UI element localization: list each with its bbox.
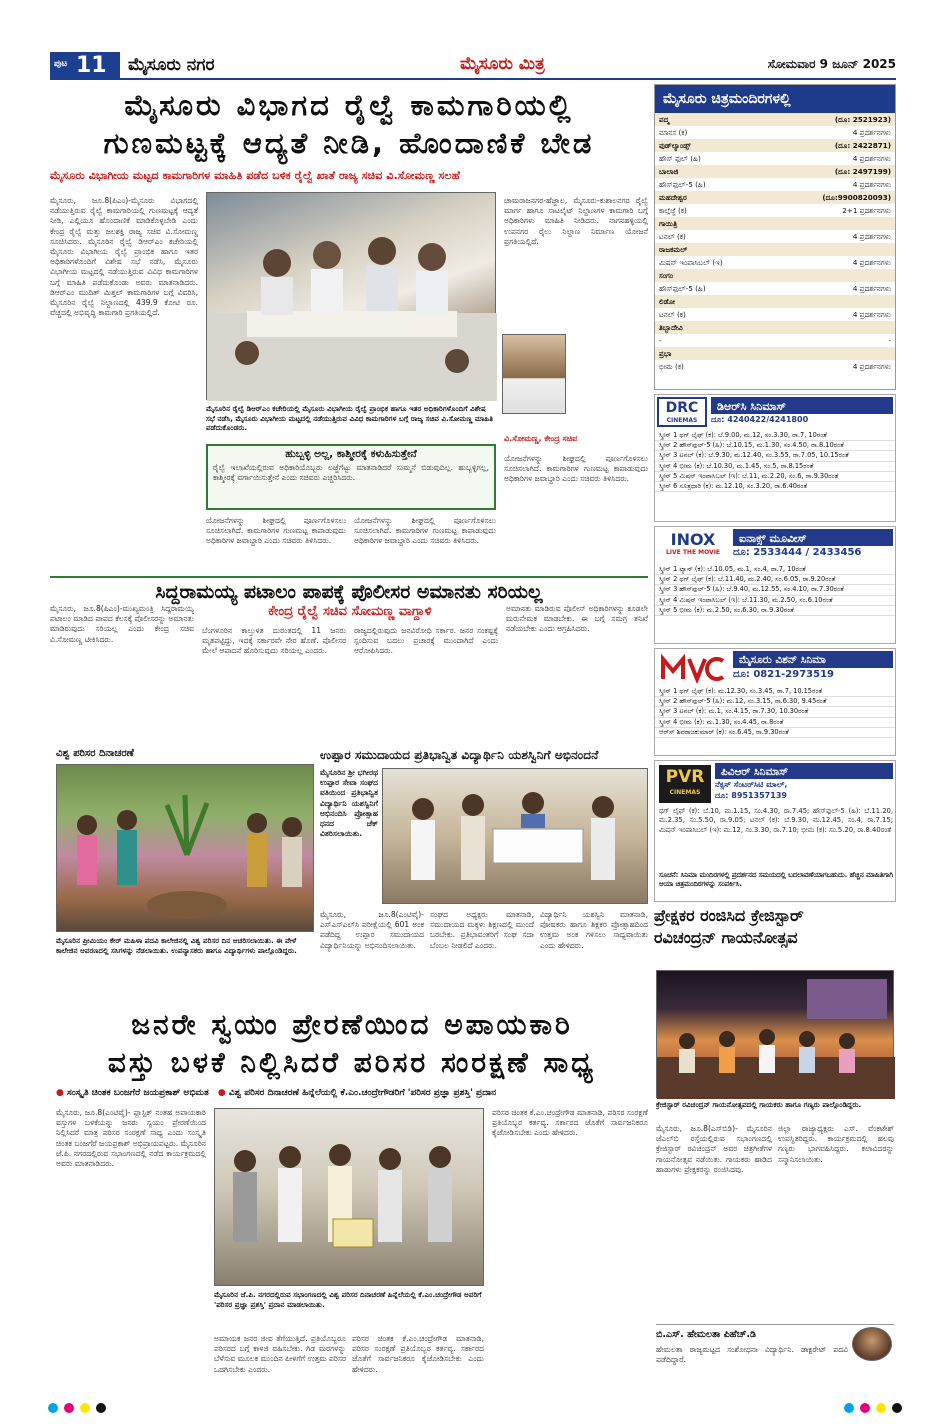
minister-portrait [502, 334, 566, 414]
ravichandran-caption: ಕ್ರೇಜಿಸ್ಟಾರ್ ರವಿಚಂದ್ರನ್ ಗಾಯನೋತ್ಸವದಲ್ಲಿ ಗಾಯಕರು ಹಾಗೂ ಗಣ್ಯರು ಪಾಲ್ಗೊಂಡಿದ್ದರು. [656, 1100, 862, 1109]
lead-subhead: ಮೈಸೂರು ವಿಭಾಗೀಯ ಮಟ್ಟದ ಕಾಮಗಾರಿಗಳ ಮಾಹಿತಿ ಪಡೆದ ಬಳಿಕ ರೈಲ್ವೆ ಖಾತೆ ರಾಜ್ಯ ಸಚಿವ ವಿ.ಸೋಮಣ್ಣ ಸಲಹೆ [50, 169, 460, 182]
inox-phone-label: ದೂ: [733, 547, 750, 558]
lead-col-right: ಚಾಮರಾಜನಗರ-ಹೆಜ್ಜಾಲ, ಮೈಸೂರು-ಕುಶಾಲನಗರ ರೈಲ್ವೆ ಮಾರ್ಗ ಹಾಗೂ ಸಾಟಲೈಟ್ ನಿಲ್ದಾಣಗಳ ಕಾಮಗಾರಿ ಬಗ್ಗೆ ಅಧಿಕಾರಿಗಳು ಮಾಹಿತಿ ನೀಡಿದರು. ನಾಗನಹಳ್ಳಿಯಲ್ಲಿ ಉಪನಗರ ರೈಲು ನಿಲ್ದಾಣ ನಿರ್ಮಾಣ ಯೋಜನೆ ಪ್ರಗತಿಯಲ್ಲಿದೆ. [504, 196, 648, 246]
pvr-showtimes: ಥಗ್ ಲೈಫ್ (ಕ): ಬೆ.10, ಮ.1.15, ಸಂ.4.30, ರಾ.7.45; ಹೌಸ್‌ಫುಲ್-5 (ಹಿ): ಬೆ.11.20, ಮ.2.35, ಸಂ.5.50, ರಾ.9.05; ಟನಲ್ (ಕ): ಬೆ.9.30, ಮ.12.45, ಸಂ.4, ರಾ.7.15; ಮಿಷನ್ ಇಂಪಾಸಿಬಲ್ (ಇ): ಮ.12, ಸಂ.3.30, ರಾ.7.10; ಭೀಮ (ಕ): ಸಂ.5.20, ರಾ.8.40ರಂತೆ [659, 807, 893, 834]
inox-showtime-line: ಸ್ಕ್ರೀನ್ 5 ಭೀಮ (ಕ): ಮ.2.50, ಸಂ.6.30, ರಾ.9.30ರಂತೆ [655, 606, 895, 616]
bottom-col-1: ಮೈಸೂರು, ಜೂ.8(ಎಂಟಿವೈ)- ಪ್ಲಾಸ್ಟಿಕ್ ನಂತಹ ಅಪಾಯಕಾರಿ ವಸ್ತುಗಳ ಬಳಕೆಯನ್ನು ಜನರು ಸ್ವಯಂ ಪ್ರೇರಣೆಯಿಂದ ನಿಲ್ಲಿಸಿದರೆ ಮಾತ್ರ ಪರಿಸರ ಸಂರಕ್ಷಣೆ ಸಾಧ್ಯ ಎಂದು ಸಂಸ್ಕೃತಿ ಚಿಂತಕ ಬಂಜಗೆರೆ ಜಯಪ್ರಕಾಶ್ ಅಭಿಪ್ರಾಯಪಟ್ಟರು. ಮೈಸೂರಿನ ಜೆ.ಪಿ. ನಗರದಲ್ಲಿರುವ ಸಭಾಂಗಣದಲ್ಲಿ ನಡೆದ ಕಾರ್ಯಕ್ರಮದಲ್ಲಿ ಅವರು ಮಾತನಾಡಿದರು. [56, 1108, 206, 1169]
drc-showtimes [655, 431, 895, 521]
theatre-row [655, 191, 895, 204]
ravichandran-headline-2: ರವಿಚಂದ್ರನ್ ಗಾಯನೋತ್ಸವ [654, 928, 798, 947]
inox-cinemas [654, 526, 896, 644]
mvc-showtime-line: ಸ್ಕ್ರೀನ್ 3 ಟನಲ್ (ಕ): ಮ.1, ಸಂ.4.15, ರಾ.7.30, 10.30ರಂತೆ [655, 707, 895, 717]
byline-avatar [852, 1327, 892, 1361]
issue-date: ಸೋಮವಾರ 9 ಜೂನ್ 2025 [767, 57, 896, 71]
theatre-row-name: ಮಾನಸ (ಕ) [659, 128, 688, 137]
mvc-phone-number: 0821-2973519 [753, 669, 835, 680]
theatre-row-name: ವುಡ್‌ಲ್ಯಾಂಡ್ಸ್ [659, 141, 691, 150]
registration-dot [80, 1403, 90, 1413]
theatre-row [655, 217, 895, 230]
theatre-row-detail: (ದೂ: 2422871) [834, 141, 891, 150]
drc-showtime-line: ಸ್ಕ್ರೀನ್ 5 ಮಿಷನ್ ಇಂಪಾಸಿಬಲ್ (ಇ): ಬೆ.11, ಮ.2.20, ಸಂ.6, ರಾ.9.30ರಂತೆ [655, 472, 895, 482]
bottom-col-3: ಪರಿಸರ ಚಿಂತಕ ಕೆ.ಎಂ.ಚಂದ್ರೇಗೌಡ ಮಾತನಾಡಿ, ಪರಿಸರ ಸಂರಕ್ಷಣೆ ಪ್ರತಿಯೊಬ್ಬರ ಕರ್ತವ್ಯ. ಸರ್ಕಾರದ ಜೊತೆಗೆ ಸಾರ್ವಜನಿಕರೂ ಕೈಜೋಡಿಸಬೇಕು ಎಂದು ಹೇಳಿದರು. [352, 1334, 484, 1374]
theatre-row-detail: 4 ಪ್ರದರ್ಶನಗಳು [852, 128, 891, 137]
mvc-showtime-line: ಆರ್‌ಸ್ ಶಿವರಾಜಕುಮಾರ್ (ಕ): ಸಂ.6.45, ರಾ.9.30ರಂತೆ [655, 728, 895, 738]
pvr-cinemas [654, 760, 896, 902]
lead-headline-1: ಮೈಸೂರು ವಿಭಾಗದ ರೈಲ್ವೆ ಕಾಮಗಾರಿಯಲ್ಲಿ [124, 88, 574, 122]
registration-dot [876, 1403, 886, 1413]
registration-dot [48, 1403, 58, 1413]
mvc-title: ಮೈಸೂರು ವಿಶನ್ ಸಿನಿಮಾ [733, 651, 893, 668]
ravichandran-col-1: ಮೈಸೂರು, ಜೂ.8(ಎಸ್‌ಬಿಡಿ)- ಮೈಸೂರಿನ ಜೆಎಲ್‌ಬಿ ರಸ್ತೆಯಲ್ಲಿರುವ ಸಭಾಂಗಣದಲ್ಲಿ ಕ್ರೇಜಿಸ್ಟಾರ್ ರವಿಚಂದ್ರನ್ ಅವರ ಚಿತ್ರಗೀತೆಗಳ ಗಾಯನೋತ್ಸವ ನಡೆಯಿತು. ಗಾಯಕರು ಹಾಡಿದ ಹಾಡುಗಳು ಪ್ರೇಕ್ಷಕರನ್ನು ರಂಜಿಸಿದವು. [656, 1124, 772, 1174]
mvc-logo-graphic [659, 653, 729, 683]
pvr-phone-label: ದೂ: [715, 791, 729, 800]
award-ceremony-graphic [215, 1109, 485, 1287]
pvr-subtitle: ನೆಕ್ಸಸ್ ಸೆಂಟರ್‌ಸಿಟಿ ಮಾಲ್, [715, 780, 788, 789]
theatre-row-name: ಸಂಗಂ [659, 271, 674, 280]
siddaramaiah-col-1: ಮೈಸೂರು, ಜೂ.8(ಪಿಎಂ)-ಮುಖ್ಯಮಂತ್ರಿ ಸಿದ್ದರಾಮಯ್ಯ ಪಟಾಲಂ ಮಾಡಿದ ಪಾಪದ ಕೆಲಸಕ್ಕೆ ಪೊಲೀಸರನ್ನು ಅಮಾನತು ಮಾಡಿರುವುದು ಸರಿಯಲ್ಲ ಎಂದು ಕೇಂದ್ರ ಸಚಿವ ವಿ.ಸೋಮಣ್ಣ ಟೀಕಿಸಿದರು. [50, 604, 194, 644]
theatre-row-detail: 4 ಪ್ರದರ್ಶನಗಳು [852, 310, 891, 319]
quote-attribution: ವಿ.ಸೋಮಣ್ಣ, ಕೇಂದ್ರ ಸಚಿವ [504, 434, 578, 443]
ravichandran-story [654, 906, 896, 1384]
inox-showtime-line: ಸ್ಕ್ರೀನ್ 4 ಮಿಷನ್ ಇಂಪಾಸಿಬಲ್ (ಇ): ಬೆ.11.30, ಮ.2.50, ಸಂ.6.10ರಂತೆ [655, 596, 895, 606]
drc-logo-text: DRC [665, 400, 699, 416]
lead-box [206, 444, 496, 510]
drc-showtime-line: ಸ್ಕ್ರೀನ್ 3 ಟನಲ್ (ಕ): ಬೆ.9.30, ಮ.12.40, ಸಂ.3.55, ರಾ.7.05, 10.15ರಂತೆ [655, 451, 895, 461]
theatre-row-name: ಭೀಮ (ಕ) [659, 362, 684, 371]
registration-dot [844, 1403, 854, 1413]
pvr-logo-sub: CINEMAS [669, 789, 701, 796]
theatre-row-name: ಹೌಸ್ ಫುಲ್ (ಹಿ) [659, 154, 701, 163]
theatre-row [655, 152, 895, 165]
siddaramaiah-headline: ಸಿದ್ದರಾಮಯ್ಯ ಪಟಾಲಂ ಪಾಪಕ್ಕೆ ಪೊಲೀಸರ ಅಮಾನತು ಸರಿಯಲ್ಲ [155, 581, 543, 603]
environment-day-block [56, 748, 314, 998]
bullet-icon: ● [217, 1088, 226, 1098]
theatre-row-name: ಕಾಲ್ಗೆಜ್ಜೆ (ಕ) [659, 206, 687, 215]
uppara-headline: ಉಪ್ಪಾರ ಸಮುದಾಯದ ಪ್ರತಿಭಾನ್ವಿತ ವಿದ್ಯಾರ್ಥಿನಿ ಯಶಸ್ವಿನಿಗೆ ಅಭಿನಂದನೆ [320, 748, 599, 762]
lead-box-text: ರೈಲ್ವೆ ಇಲಾಖೆಯಲ್ಲಿರುವ ಅಧಿಕಾರಿಯೊಬ್ಬರು ಲಜ್ಜೆಗೆಟ್ಟು ಮಾತನಾಡಿದರೆ ಸುಮ್ಮನೆ ಬಿಡುವುದಿಲ್ಲ. ಹುಬ್ಬಳ್ಳಿಗಲ್ಲ, ಕಾಶ್ಮೀರಕ್ಕೆ ವರ್ಗಾಯಿಸುತ್ತೇನೆ ಎಂದು ಸಚಿವರು ಎಚ್ಚರಿಸಿದರು. [213, 463, 489, 483]
theatre-row-detail: 4 ಪ್ರದರ್ಶನಗಳು [852, 232, 891, 241]
theatre-row-name: ಮಿಷನ್ ಇಂಪಾಸಿಬಲ್ (ಇ) [659, 258, 723, 267]
inox-showtime-line: ಸ್ಕ್ರೀನ್ 3 ಹೌಸ್‌ಫುಲ್-5 (ಹಿ): ಬೆ.9.40, ಮ.12.55, ಸಂ.4.10, ರಾ.7.30ರಂತೆ [655, 585, 895, 595]
theatre-row [655, 243, 895, 256]
mvc-showtime-line: ಸ್ಕ್ರೀನ್ 4 ಭೀಮ (ಕ): ಮ.1.30, ಸಂ.4.45, ರಾ.8ರಂತೆ [655, 718, 895, 728]
theatre-row-name: ಹೌಸ್‌ಫುಲ್-5 (ಹಿ) [659, 284, 706, 293]
siddaramaiah-col-3: ರಾಜ್ಯದಲ್ಲಿರುವುದು ಜನವಿರೋಧಿ ಸರ್ಕಾರ. ಜನರ ಸಂಕಷ್ಟಕ್ಕೆ ಸ್ಪಂದಿಸುವ ಬದಲು ಪ್ರಚಾರಕ್ಕೆ ಮುಂದಾಗಿದೆ ಎಂದು ಆರೋಪಿಸಿದರು. [354, 626, 498, 656]
drc-title: ಡಿಆರ್‌ಸಿ ಸಿನಿಮಾಸ್ [711, 397, 893, 414]
drc-showtime-line: ಸ್ಕ್ರೀನ್ 6 ಸೂತ್ರಧಾರಿ (ಕ): ಮ.12.10, ಸಂ.3.20, ರಾ.6.40ರಂತೆ [655, 482, 895, 492]
mvc-phone [733, 669, 893, 683]
pvr-title: ಪಿವಿಆರ್ ಸಿನಿಮಾಸ್ [715, 763, 893, 779]
bottom-headline-2: ವಸ್ತು ಬಳಕೆ ನಿಲ್ಲಿಸಿದರೆ ಪರಿಸರ ಸಂರಕ್ಷಣೆ ಸಾಧ್ಯ [107, 1046, 597, 1079]
mvc-showtime-line: ಸ್ಕ್ರೀನ್ 1 ಥಗ್ ಲೈಫ್ (ಕ): ಮ.12.30, ಸಂ.3.45, ರಾ.7, 10.15ರಂತೆ [655, 687, 895, 697]
bottom-headline-1: ಜನರೇ ಸ್ವಯಂ ಪ್ರೇರಣೆಯಿಂದ ಅಪಾಯಕಾರಿ [131, 1008, 573, 1041]
theatre-listings-title: ಮೈಸೂರು ಚಿತ್ರಮಂದಿರಗಳಲ್ಲಿ [655, 85, 895, 113]
theatre-row [655, 334, 895, 347]
pvr-phone-number: 8951357139 [731, 791, 787, 800]
theatre-row-name: ಪದ್ಮ [659, 115, 670, 124]
siddaramaiah-subhead: ಕೇಂದ್ರ ರೈಲ್ವೆ ಸಚಿವ ಸೋಮಣ್ಣ ವಾಗ್ದಾಳಿ [268, 604, 432, 619]
theatre-row-name: ಗಾಯಿತ್ರಿ [659, 219, 678, 228]
theatre-row [655, 282, 895, 295]
inox-showtimes [655, 565, 895, 643]
inox-logo [657, 531, 729, 561]
theatre-row-detail: 2+1 ಪ್ರದರ್ಶನಗಳು [842, 206, 891, 215]
pvr-note: ಸೂಚನೆ: ಸಿನಿಮಾ ಮಂದಿರಗಳಲ್ಲಿ ಪ್ರದರ್ಶನದ ಸಮಯದಲ್ಲಿ ಬದಲಾವಣೆಯಾಗಬಹುದು. ಹೆಚ್ಚಿನ ಮಾಹಿತಿಗಾಗಿ ಆಯಾ ಚಿತ್ರಮಂದಿರಗಳನ್ನು ಸಂಪರ್ಕಿಸಿ. [659, 871, 893, 889]
theatre-row [655, 269, 895, 282]
environment-day-label: ವಿಶ್ವ ಪರಿಸರ ದಿನಾಚರಣೆ [56, 748, 134, 759]
uppara-col-3: ವಿದ್ಯಾರ್ಥಿನಿ ಯಶಸ್ವಿನಿ ಮಾತನಾಡಿ, ಪೋಷಕರು ಹಾಗೂ ಶಿಕ್ಷಕರ ಪ್ರೋತ್ಸಾಹದಿಂದ ಉತ್ತಮ ಅಂಕ ಗಳಿಸಲು ಸಾಧ್ಯವಾಯಿತು ಎಂದು ಹೇಳಿದರು. [540, 910, 648, 950]
award-photo-graphic [383, 769, 649, 905]
theatre-row [655, 360, 895, 373]
registration-dot [64, 1403, 74, 1413]
bottom-photo [214, 1108, 484, 1286]
theatre-row [655, 347, 895, 360]
siddaramaiah-col-2: ಬೆಂಗಳೂರಿನ ಕಾಲ್ತುಳಿತ ದುರಂತದಲ್ಲಿ 11 ಜನರು ಮೃತಪಟ್ಟಿದ್ದು, ಇದಕ್ಕೆ ಸರ್ಕಾರವೇ ನೇರ ಹೊಣೆ. ಪೊಲೀಸರ ಮೇಲೆ ಆಪಾದನೆ ಹೊರಿಸುವುದು ಸರಿಯಲ್ಲ ಎಂದರು. [202, 626, 346, 656]
theatre-row [655, 295, 895, 308]
bottom-bullets [56, 1088, 648, 1104]
theatre-row [655, 165, 895, 178]
bottom-bullet-1: ಸಂಸ್ಕೃತಿ ಚಿಂತಕ ಬಂಜಗೆರೆ ಜಯಪ್ರಕಾಶ್ ಅಭಿಮತ [67, 1088, 209, 1098]
paper-name: ಮೈಸೂರು ಮಿತ್ರ [460, 54, 545, 74]
theatre-row-detail: (ದೂ:9900820093) [822, 193, 891, 202]
siddaramaiah-story [50, 576, 648, 744]
theatre-row-name: ಹೌಸ್‌ಫುಲ್-5 (ಹಿ) [659, 180, 706, 189]
theatre-row-detail: 4 ಪ್ರದರ್ಶನಗಳು [852, 284, 891, 293]
drc-showtime-line: ಸ್ಕ್ರೀನ್ 4 ಭೀಮ (ಕ): ಬೆ.10.30, ಮ.1.45, ಸಂ.5, ರಾ.8.15ರಂತೆ [655, 462, 895, 472]
uppara-col-2: ಸಂಘದ ಅಧ್ಯಕ್ಷರು ಮಾತನಾಡಿ, ಸಮುದಾಯದ ಮಕ್ಕಳು ಶಿಕ್ಷಣದಲ್ಲಿ ಮುಂದೆ ಬರಬೇಕು. ಪ್ರತಿಭಾವಂತರಿಗೆ ಸಂಘ ಸದಾ ಬೆಂಬಲ ನೀಡಲಿದೆ ಎಂದರು. [430, 910, 534, 950]
pvr-logo-text: PVR [665, 767, 705, 787]
theatre-row-name: ಲಿಡೋ [659, 297, 676, 306]
page-label: ಪುಟ [54, 59, 68, 69]
inox-phone-number: 2533444 / 2433456 [753, 547, 862, 558]
lead-col-bottom-mid: ಯೋಜನೆಗಳನ್ನು ಶೀಘ್ರದಲ್ಲಿ ಪೂರ್ಣಗೊಳಿಸಲು ಸೂಚಿಸಲಾಗಿದೆ. ಕಾಮಗಾರಿಗಳ ಗುಣಮಟ್ಟ ಕಾಪಾಡುವುದು ಅಧಿಕಾರಿಗಳ ಜವಾಬ್ದಾರಿ ಎಂದು ಸಚಿವರು ತಿಳಿಸಿದರು. [206, 516, 346, 546]
theatre-row [655, 204, 895, 217]
theatre-row-name: ತಿಬ್ಬಾದೇವಿ [659, 323, 683, 332]
bullet-icon: ● [56, 1088, 64, 1098]
theatre-row-detail: 4 ಪ್ರದರ್ಶನಗಳು [852, 362, 891, 371]
bottom-story [56, 1006, 648, 1384]
registration-dot [96, 1403, 106, 1413]
pvr-logo [659, 765, 711, 803]
meeting-photo-graphic [207, 193, 497, 401]
mvc-cinemas [654, 648, 896, 756]
theatre-row-detail: (ದೂ: 2521923) [834, 115, 891, 124]
inox-logo-text: INOX [670, 530, 716, 549]
inox-showtime-line: ಸ್ಕ್ರೀನ್ 2 ಥಗ್ ಲೈಫ್ (ಕ): ಬೆ.11.40, ಮ.2.40, ಸಂ.6.05, ರಾ.9.20ರಂತೆ [655, 575, 895, 585]
registration-dot [860, 1403, 870, 1413]
theatre-row [655, 178, 895, 191]
theatre-rows [655, 113, 895, 373]
drc-showtime-line: ಸ್ಕ್ರೀನ್ 2 ಹೌಸ್‌ಫುಲ್-5 (ಹಿ): ಬೆ.10.15, ಮ.1.30, ಸಂ.4.50, ರಾ.8.10ರಂತೆ [655, 441, 895, 451]
theatre-row-name: ಪ್ರಭಾ [659, 349, 672, 358]
mvc-logo [659, 653, 729, 683]
drc-logo [657, 397, 707, 427]
theatre-listings [654, 84, 896, 390]
theatre-row-detail: - [888, 336, 891, 345]
pvr-phone [715, 791, 893, 803]
page-number-badge [50, 52, 120, 78]
mvc-showtime-line: ಸ್ಕ್ರೀನ್ 2 ಹೌಸ್‌ಫುಲ್-5 (ಹಿ): ಮ.12, ಸಂ.3.15, ರಾ.6.30, 9.45ರಂತೆ [655, 697, 895, 707]
cmyk-dots-right [841, 1398, 905, 1412]
inox-showtime-line: ಸ್ಕ್ರೀನ್ 1 ಟ್ಯಾನ್ (ಕ): ಬೆ.10.05, ಮ.1, ಸಂ.4, ರಾ.7, 10ರಂತೆ [655, 565, 895, 575]
drc-cinemas [654, 394, 896, 522]
theatre-row [655, 256, 895, 269]
lead-headline-2: ಗುಣಮಟ್ಟಕ್ಕೆ ಆದ್ಯತೆ ನೀಡಿ, ಹೊಂದಾಣಿಕೆ ಬೇಡ [103, 126, 595, 160]
byline-block [656, 1324, 894, 1380]
byline-text: ಹೇಮಲತಾ ರಾಜ್ಯಮಟ್ಟದ ಸಂಶೋಧನಾ ವಿದ್ಯಾರ್ಥಿನಿ. ಡಾಕ್ಟರೇಟ್ ಪದವಿ ಪಡೆದಿದ್ದಾರೆ. [656, 1345, 848, 1365]
registration-dot [892, 1403, 902, 1413]
environment-day-caption: ಮೈಸೂರಿನ ಪ್ರೀಮಿಯಂ ಕೇರ್ ಮಹಿಳಾ ಪದವಿ ಕಾಲೇಜಿನಲ್ಲಿ ವಿಶ್ವ ಪರಿಸರ ದಿನ ಆಚರಿಸಲಾಯಿತು. ಈ ವೇಳೆ ಕಾಲೇಜಿನ ಆವರಣದಲ್ಲಿ ಸಸಿಗಳನ್ನು ನೆಡಲಾಯಿತು. ಉಪನ್ಯಾಸಕರು ಹಾಗೂ ವಿದ್ಯಾರ್ಥಿಗಳು ಪಾಲ್ಗೊಂಡಿದ್ದರು. [56, 936, 297, 955]
theatre-row [655, 126, 895, 139]
mvc-showtimes [655, 687, 895, 755]
inox-phone [733, 547, 893, 561]
uppara-story [320, 748, 648, 998]
stage-photo-graphic [657, 971, 895, 1099]
theatre-row-name: ಟನಲ್ (ಕ) [659, 232, 686, 241]
drc-logo-sub: CINEMAS [666, 417, 698, 424]
section-name: ಮೈಸೂರು ನಗರ [128, 55, 215, 75]
lead-col-1: ಮೈಸೂರು, ಜೂ.8(ಪಿಎಂ)-ಮೈಸೂರು ವಿಭಾಗದಲ್ಲಿ ನಡೆಯುತ್ತಿರುವ ರೈಲ್ವೆ ಕಾಮಗಾರಿಯಲ್ಲಿ ಗುಣಮಟ್ಟಕ್ಕೆ ಆದ್ಯತೆ ನೀಡಿ, ಎಲ್ಲಿಯೂ ಹೊಂದಾಣಿಕೆ ಮಾಡಿಕೊಳ್ಳಬೇಡಿ ಎಂದು ಕೇಂದ್ರ ರೈಲ್ವೆ ಮತ್ತು ಜಲಶಕ್ತಿ ರಾಜ್ಯ ಸಚಿವ ವಿ.ಸೋಮಣ್ಣ ಸೂಚಿಸಿದರು. ಮೈಸೂರಿನ ರೈಲ್ವೆ ಡಿಆರ್‌ಎಂ ಕಚೇರಿಯಲ್ಲಿ ಮೈಸೂರು ವಿಭಾಗೀಯ ರೈಲ್ವೆ ಪ್ರಾಂಭಿಕ ಹಾಗೂ ಇತರ ಅಧಿಕಾರಿಗಳೊಂದಿಗೆ ವಿಶೇಷ ಸಭೆ ನಡೆಸಿ, ಮೈಸೂರು ವಿಭಾಗೀಯ ಮಟ್ಟದಲ್ಲಿ ನಡೆಯುತ್ತಿರುವ ವಿವಿಧ ಕಾಮಗಾರಿಗಳ ಬಗ್ಗೆ ಮಾಹಿತಿ ಪಡೆದುಕೊಂಡು ಅವರು ಮಾತನಾಡಿದರು. ಡಿಆರ್‌ಎಂ ಮುದಿತ್ ಮಿತ್ತಲ್ ಕಾಮಗಾರಿಗಳ ಬಗ್ಗೆ ವಿವರಿಸಿ, ಮೈಸೂರಿನ ರೈಲ್ವೆ ನಿಲ್ದಾಣದಲ್ಲಿ 439.9 ಕೋಟಿ ರೂ. ವೆಚ್ಚದಲ್ಲಿ ಅಭಿವೃದ್ಧಿ ಕಾಮಗಾರಿ ಪ್ರಗತಿಯಲ್ಲಿದೆ. [50, 196, 198, 318]
theatre-row-name: ಮಹದೇಶ್ವರ [659, 193, 687, 202]
theatre-row-name: ಬಾಲಾಜಿ [659, 167, 679, 176]
mvc-phone-label: ದೂ: [733, 669, 750, 680]
inox-logo-sub: LIVE THE MOVIE [665, 549, 721, 556]
drc-phone-label: ದೂ: [711, 415, 725, 424]
bottom-col-4: ಪರಿಸರ ಚಿಂತಕ ಕೆ.ಎಂ.ಚಂದ್ರೇಗೌಡ ಮಾತನಾಡಿ, ಪರಿಸರ ಸಂರಕ್ಷಣೆ ಪ್ರತಿಯೊಬ್ಬರ ಕರ್ತವ್ಯ. ಸರ್ಕಾರದ ಜೊತೆಗೆ ಸಾರ್ವಜನಿಕರೂ ಕೈಜೋಡಿಸಬೇಕು ಎಂದು ಹೇಳಿದರು. [492, 1108, 648, 1138]
theatre-row-detail: 4 ಪ್ರದರ್ಶನಗಳು [852, 154, 891, 163]
masthead [50, 52, 896, 80]
lead-col-bottom-far: ಯೋಜನೆಗಳನ್ನು ಶೀಘ್ರದಲ್ಲಿ ಪೂರ್ಣಗೊಳಿಸಲು ಸೂಚಿಸಲಾಗಿದೆ. ಕಾಮಗಾರಿಗಳ ಗುಣಮಟ್ಟ ಕಾಪಾಡುವುದು ಅಧಿಕಾರಿಗಳ ಜವಾಬ್ದಾರಿ ಎಂದು ಸಚಿವರು ತಿಳಿಸಿದರು. [504, 454, 648, 484]
drc-phone-number: 4240422/4241800 [727, 415, 809, 424]
ravichandran-photo [656, 970, 894, 1098]
lead-story [50, 84, 648, 584]
page-number: 11 [76, 53, 107, 78]
print-registration-marks [45, 1398, 905, 1412]
byline-name: ಬಿ.ಎಸ್. ಹೇಮಲತಾ ಪಿಹೆಚ್.ಡಿ [656, 1329, 756, 1340]
drc-phone [711, 415, 893, 427]
bottom-col-2: ಅಮಾಯಕ ಜನರ ಜೀವ ತೆಗೆಯುತ್ತಿದೆ. ಪ್ರತಿಯೊಬ್ಬರೂ ಪರಿಸರದ ಬಗ್ಗೆ ಕಾಳಜಿ ವಹಿಸಬೇಕು. ಗಿಡ ಮರಗಳನ್ನು ಬೆಳೆಸುವ ಮೂಲಕ ಮುಂದಿನ ಪೀಳಿಗೆಗೆ ಉತ್ತಮ ಪರಿಸರ ಒದಗಿಸಬೇಕು ಎಂದರು. [214, 1334, 346, 1374]
siddaramaiah-col-4: ಅಮಾನತು ಮಾಡಿರುವ ಪೊಲೀಸ್ ಅಧಿಕಾರಿಗಳನ್ನು ಕೂಡಲೇ ಮರುನೇಮಕ ಮಾಡಬೇಕು. ಈ ಬಗ್ಗೆ ಸಮಗ್ರ ತನಿಖೆ ನಡೆಯಬೇಕು ಎಂದು ಆಗ್ರಹಿಸಿದರು. [506, 604, 648, 634]
uppara-caption: ಮೈಸೂರಿನ ಶ್ರೀ ಭಗೀರಥ ಉಪ್ಪಾರ ಸೇವಾ ಸಂಘದ ವತಿಯಿಂದ ಪ್ರತಿಭಾನ್ವಿತ ವಿದ್ಯಾರ್ಥಿನಿ ಯಶಸ್ವಿನಿಗೆ ಅಭಿನಂದಿಸಿ ಪ್ರೋತ್ಸಾಹ ಧನದ ಚೆಕ್ ವಿತರಿಸಲಾಯಿತು. [320, 768, 378, 839]
lead-col-bottom-right: ಯೋಜನೆಗಳನ್ನು ಶೀಘ್ರದಲ್ಲಿ ಪೂರ್ಣಗೊಳಿಸಲು ಸೂಚಿಸಲಾಗಿದೆ. ಕಾಮಗಾರಿಗಳ ಗುಣಮಟ್ಟ ಕಾಪಾಡುವುದು ಅಧಿಕಾರಿಗಳ ಜವಾಬ್ದಾರಿ ಎಂದು ಸಚಿವರು ತಿಳಿಸಿದರು. [354, 516, 496, 546]
lead-box-title: ಹುಬ್ಬಳ್ಳಿ ಅಲ್ಲ, ಕಾಶ್ಮೀರಕ್ಕೆ ಕಳುಹಿಸುತ್ತೇನೆ [285, 448, 417, 460]
drc-showtime-line: ಸ್ಕ್ರೀನ್ 1 ಥಗ್ ಲೈಫ್ (ಕ): ಬೆ.9.00, ಮ.12, ಸಂ.3.30, ರಾ.7, 10ರಂತೆ [655, 431, 895, 441]
bottom-photo-caption: ಮೈಸೂರಿನ ಜೆ.ಪಿ. ನಗರದಲ್ಲಿರುವ ಸಭಾಂಗಣದಲ್ಲಿ ವಿಶ್ವ ಪರಿಸರ ದಿನಾಚರಣೆ ಹಿನ್ನೆಲೆಯಲ್ಲಿ ಕೆ.ಎಂ.ಚಂದ್ರೇಗೌಡ ಅವರಿಗೆ 'ಪರಿಸರ ಪ್ರಜ್ಞಾ ಪ್ರಶಸ್ತಿ' ಪ್ರದಾನ ಮಾಡಲಾಯಿತು. [214, 1290, 482, 1309]
theatre-row [655, 113, 895, 126]
theatre-row-name: ರಾಜಕಮಲ್ [659, 245, 688, 254]
theatre-row-detail: (ದೂ: 2497199) [834, 167, 891, 176]
cmyk-dots-left [45, 1398, 109, 1412]
bottom-bullet-2: ವಿಶ್ವ ಪರಿಸರ ದಿನಾಚರಣೆ ಹಿನ್ನೆಲೆಯಲ್ಲಿ ಕೆ.ಎಂ.ಚಂದ್ರೇಗೌಡರಿಗೆ 'ಪರಿಸರ ಪ್ರಜ್ಞಾ ಪ್ರಶಸ್ತಿ' ಪ್ರದಾನ [228, 1088, 497, 1098]
theatre-row-detail: 4 ಪ್ರದರ್ಶನಗಳು [852, 180, 891, 189]
uppara-col-1: ಮೈಸೂರು, ಜೂ.8(ಎಂಟಿವೈ)-ಎಸ್‌ಎಸ್‌ಎಲ್‌ಸಿ ಪರೀಕ್ಷೆಯಲ್ಲಿ 601 ಅಂಕ ಪಡೆದಿದ್ದ ಉಪ್ಪಾರ ಸಮುದಾಯದ ವಿದ್ಯಾರ್ಥಿನಿಯನ್ನು ಅಭಿನಂದಿಸಲಾಯಿತು. [320, 910, 424, 950]
ravichandran-col-2: ಜಿಲ್ಲಾ ರಾಜ್ಯಾಧ್ಯಕ್ಷರು ಎಸ್. ವೆಂಕಟೇಶ್ ಉಪಸ್ಥಿತರಿದ್ದರು. ಕಾರ್ಯಕ್ರಮದಲ್ಲಿ ಹಲವು ಗಣ್ಯರು ಭಾಗವಹಿಸಿದ್ದರು. ಕಲಾವಿದರನ್ನು ಸನ್ಮಾನಿಸಲಾಯಿತು. [778, 1124, 894, 1164]
theatre-row-name: ಟನಲ್ (ಕ) [659, 310, 686, 319]
theatre-row [655, 230, 895, 243]
theatre-row-detail: 4 ಪ್ರದರ್ಶನಗಳು [852, 258, 891, 267]
tree-planting-graphic [57, 765, 315, 933]
ravichandran-headline-1: ಪ್ರೇಕ್ಷಕರ ರಂಜಿಸಿದ ಕ್ರೇಜಿಸ್ಟಾರ್ [654, 906, 804, 925]
lead-photo [206, 192, 496, 400]
theatre-row [655, 308, 895, 321]
theatre-row [655, 139, 895, 152]
theatre-row [655, 321, 895, 334]
lead-photo-caption: ಮೈಸೂರಿನ ರೈಲ್ವೆ ಡಿಆರ್‌ಎಂ ಕಚೇರಿಯಲ್ಲಿ ಮೈಸೂರು ವಿಭಾಗೀಯ ರೈಲ್ವೆ ಪ್ರಾಂಭಿಕ ಹಾಗೂ ಇತರ ಅಧಿಕಾರಿಗಳೊಂದಿಗೆ ವಿಶೇಷ ಸಭೆ ನಡೆಸಿ, ಮೈಸೂರು ವಿಭಾಗೀಯ ಮಟ್ಟದಲ್ಲಿ ನಡೆಯುತ್ತಿರುವ ವಿವಿಧ ಕಾಮಗಾರಿಗಳ ಬಗ್ಗೆ ರಾಜ್ಯ ಸಚಿವ ವಿ.ಸೋಮಣ್ಣ ಮಾಹಿತಿ ಪಡೆದುಕೊಂಡರು. [206, 404, 494, 433]
inox-title: ಐನಾಕ್ಸ್ ಮೂವೀಸ್ [733, 529, 893, 546]
environment-day-photo [56, 764, 314, 932]
uppara-photo [382, 768, 648, 904]
theatre-row-name: - [659, 336, 662, 345]
